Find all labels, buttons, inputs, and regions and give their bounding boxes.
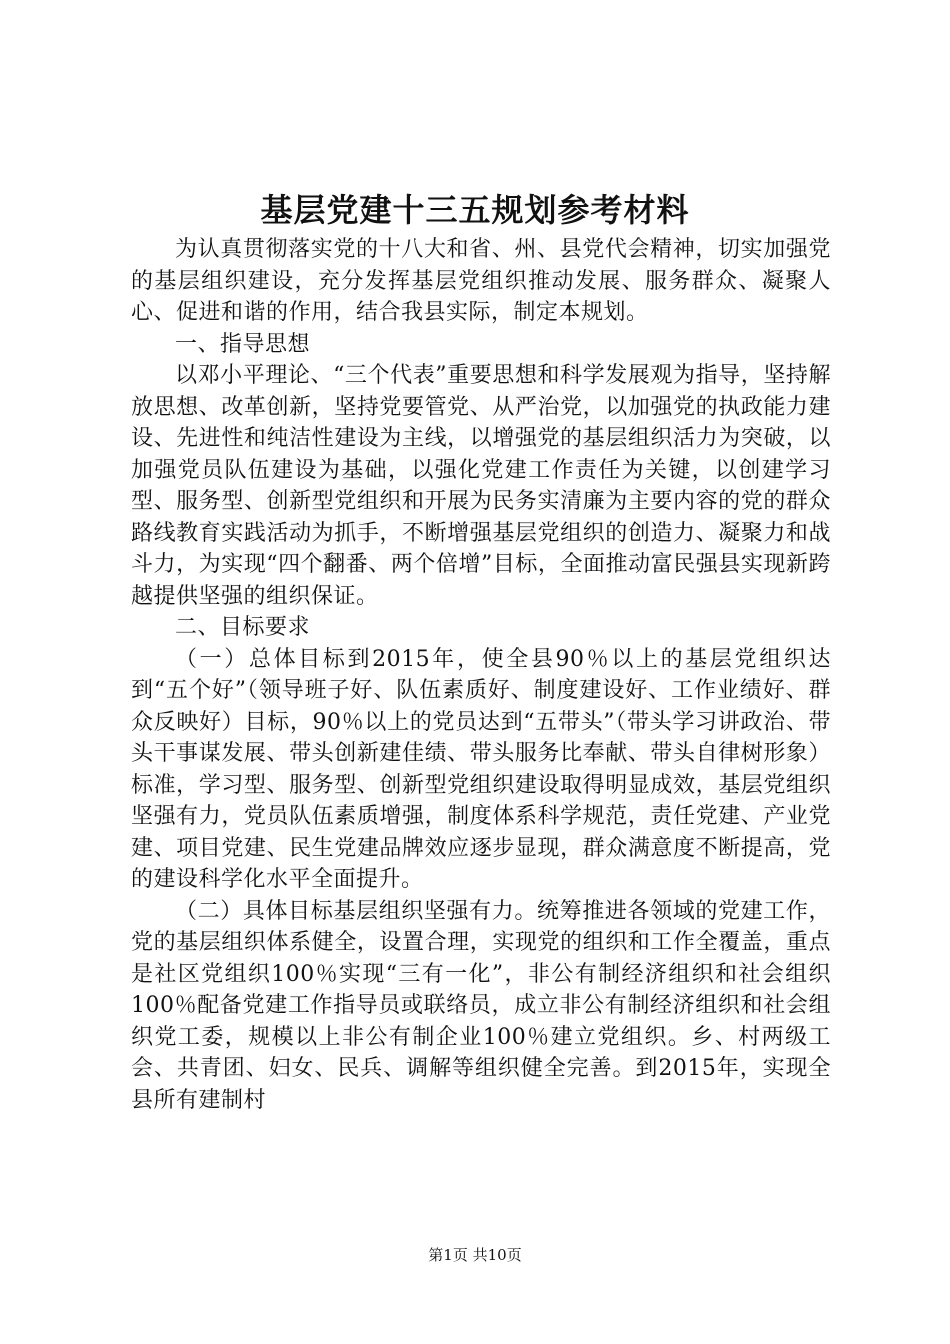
overall-goal-paragraph: （一）总体目标到2015年，使全县90％以上的基层党组织达到“五个好”（领导班子好、队伍素质好、制度建设好、工作业绩好、群众反映好）目标，90％以上的党员达到“五带头”（带头学习讲政治、带头干事谋发展、带头创新建佳绩、带头服务比奉献、带头自律树形象）标准，学习型、服务型、创新型党组织建设取得明显成效，基层党组织坚强有力，党员队伍素质增强，制度体系科学规范，责任党建、产业党建、项目党建、民生党建品牌效应逐步显现，群众满意度不断提高，党的建设科学化水平全面提升。 [131, 646, 831, 892]
document-title: 基层党建十三五规划参考材料 [260, 191, 690, 229]
document-body [131, 234, 831, 1116]
specific-goal-paragraph: （二）具体目标基层组织坚强有力。统筹推进各领域的党建工作，党的基层组织体系健全，设置合理，实现党的组织和工作全覆盖，重点是社区党组织100％实现“三有一化”，非公有制经济组织和社会组织100％配备党建工作指导员或联络员，成立非公有制经济组织和社会组织党工委，规模以上非公有制企业100％建立党组织。乡、村两级工会、共青团、妇女、民兵、调解等组织健全完善。到2015年，实现全县所有建制村 [131, 898, 831, 1113]
section-heading-guiding-ideology: 一、指导思想 [175, 331, 311, 357]
guiding-ideology-paragraph: 以邓小平理论、“三个代表”重要思想和科学发展观为指导，坚持解放思想、改革创新，坚持党要管党、从严治党，以加强党的执政能力建设、先进性和纯洁性建设为主线，以增强党的基层组织活力为突破，以加强党员队伍建设为基础，以强化党建工作责任为关键，以创建学习型、服务型、创新型党组织和开展为民务实清廉为主要内容的党的群众路线教育实践活动为抓手，不断增强基层党组织的创造力、凝聚力和战斗力，为实现“四个翻番、两个倍增”目标，全面推动富民强县实现新跨越提供坚强的组织保证。 [131, 363, 831, 609]
section-heading-goals: 二、目标要求 [175, 615, 311, 640]
intro-paragraph: 为认真贯彻落实党的十八大和省、州、县党代会精神，切实加强党的基层组织建设，充分发挥基层党组织推动发展、服务群众、凝聚人心、促进和谐的作用，结合我县实际，制定本规划。 [131, 237, 831, 325]
page-number-footer: 第1页 共10页 [428, 1246, 522, 1264]
